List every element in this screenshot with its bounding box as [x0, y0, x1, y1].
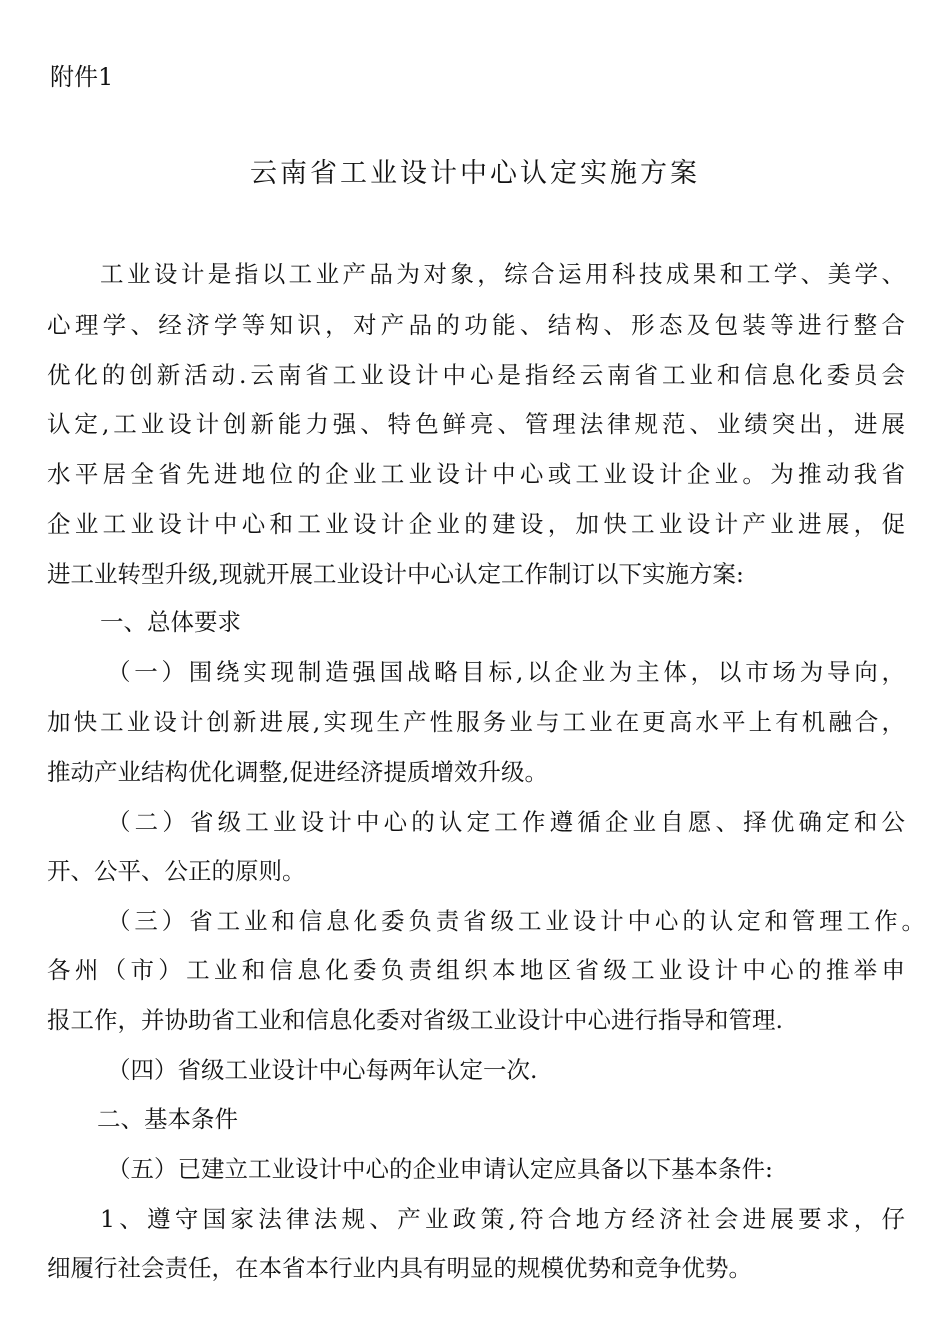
paragraph-line: 各州（市）工业和信息化委负责组织本地区省级工业设计中心的推举申 [47, 956, 905, 984]
section-heading: 一、总体要求 [100, 608, 241, 636]
paragraph-line: 开、公平、公正的原则。 [47, 857, 306, 885]
paragraph-line: 水平居全省先进地位的企业工业设计中心或工业设计企业。为推动我省 [47, 460, 905, 488]
paragraph-line: 细履行社会责任，在本省本行业内具有明显的规模优势和竞争优势。 [47, 1254, 752, 1282]
paragraph-line: 优化的创新活动.云南省工业设计中心是指经云南省工业和信息化委员会 [47, 361, 905, 389]
paragraph-line: （五）已建立工业设计中心的企业申请认定应具备以下基本条件: [107, 1155, 773, 1183]
section-heading: 二、基本条件 [97, 1105, 238, 1133]
paragraph-line: 工业设计是指以工业产品为对象，综合运用科技成果和工学、美学、 [100, 260, 905, 288]
paragraph-line: （三）省工业和信息化委负责省级工业设计中心的认定和管理工作。 [107, 907, 925, 935]
document-title: 云南省工业设计中心认定实施方案 [250, 158, 700, 189]
paragraph-line: 企业工业设计中心和工业设计企业的建设，加快工业设计产业进展，促 [47, 510, 905, 538]
paragraph-line: （一）围绕实现制造强国战略目标,以企业为主体，以市场为导向， [107, 658, 905, 686]
paragraph-line: 报工作，并协助省工业和信息化委对省级工业设计中心进行指导和管理. [47, 1006, 783, 1034]
paragraph-line: （四）省级工业设计中心每两年认定一次. [107, 1056, 538, 1084]
paragraph-line: 认定,工业设计创新能力强、特色鲜亮、管理法律规范、业绩突出，进展 [47, 410, 905, 438]
paragraph-line: 心理学、经济学等知识，对产品的功能、结构、形态及包装等进行整合 [47, 311, 905, 339]
paragraph-line: 推动产业结构优化调整,促进经济提质增效升级。 [47, 758, 548, 786]
paragraph-line: 加快工业设计创新进展,实现生产性服务业与工业在更高水平上有机融合， [47, 708, 905, 736]
attachment-label: 附件1 [50, 63, 114, 91]
paragraph-line: 进工业转型升级,现就开展工业设计中心认定工作制订以下实施方案: [47, 560, 744, 588]
paragraph-line: 1、遵守国家法律法规、产业政策,符合地方经济社会进展要求，仔 [100, 1205, 905, 1233]
paragraph-line: （二）省级工业设计中心的认定工作遵循企业自愿、择优确定和公 [107, 808, 905, 836]
